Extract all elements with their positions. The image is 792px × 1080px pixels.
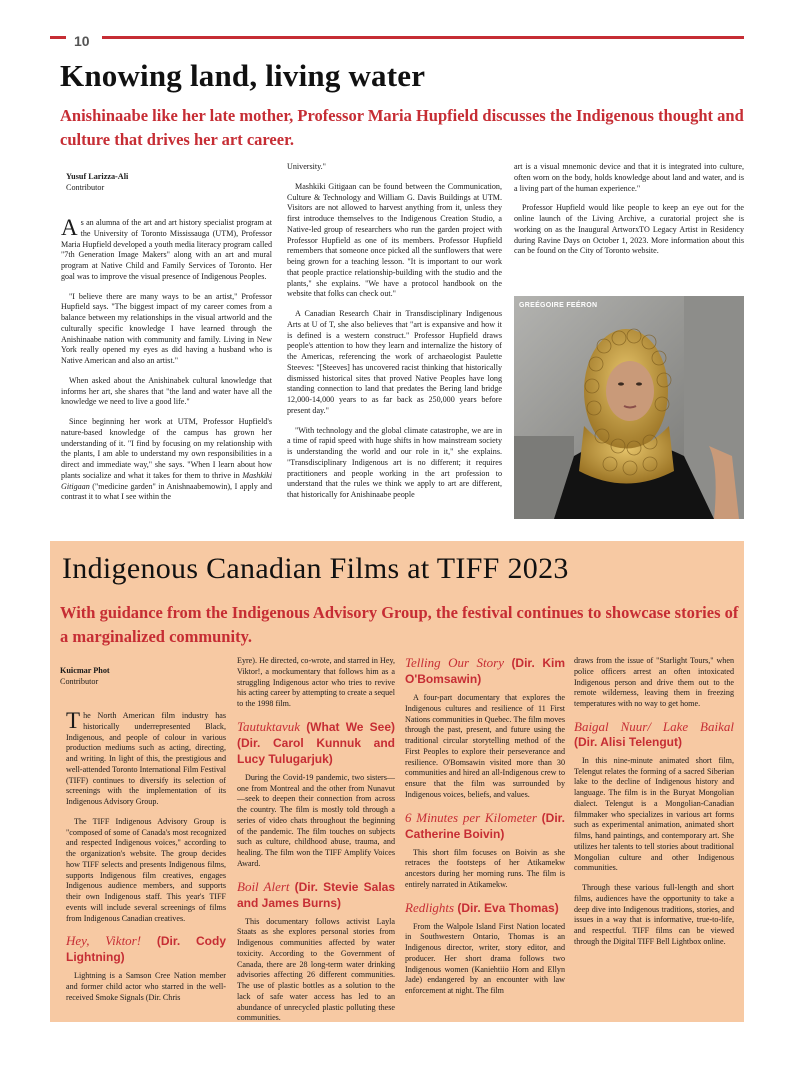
- artist-photo-illustration: [514, 296, 744, 519]
- article2-col2-p1: Eyre). He directed, co-wrote, and starred in Hey, Viktor!, a mockumentary that follows him as a struggling Indigenous actor who tries to revive his acting career by attempting to create a sequel to the 1998 film.: [237, 656, 395, 708]
- article2-col4-p2: In this nine-minute animated short film, Telengut relates the forming of a sacred Siberian lake to the decline of Indigenous history and language. The film is in the Buryat Mongolian dialect. Telengut is a Mongolian-Canadian filmmaker who specializes in various art forms such as experimental animation, animated short films, hand paintings, and contemporary art. She utilizes her talents to tell stories about traditional Mongolian culture and other Indigenous communities.: [574, 755, 734, 873]
- article1-col1-p1: s an alumna of the art and art history specialist program at the University of Toronto Mississauga (UTM), Professor Maria Hupfield developed a youth media literacy program called "7th Generation Image Makers" along with an art and mural program at Native Child and Family Services of Toronto. Her goal was to improve the visual presence of Indigenous Peoples.: [61, 218, 272, 281]
- article2-role: Contributor: [60, 677, 99, 686]
- film-heading-6-minutes: 6 Minutes per Kilometer (Dir. Catherine Boivin): [405, 809, 565, 841]
- article1-col2-p3: "With technology and the global climate catastrophe, we are in a time of rapid speed with huge shifts in how mainstream society is understanding the world and our role in it," she explains. "Transdisciplinary Indigenous art is no different; it requires practitioners and people working in the art profession to understand that the rules we think we apply to art are different, that historically for Anishinaabe people: [287, 425, 502, 499]
- article2-col2-p3: This documentary follows activist Layla Staats as she explores personal stories from Indigenous communities affected by water toxicity. According to the Government of Canada, there are 28 long-term water drinking advisories affecting 26 different communities. The use of plastic bottles as a solution to the lack of safe water access has led to an abundance of unrecycled plastic polluting these communities.: [237, 916, 395, 1023]
- article2-byline: [60, 665, 110, 687]
- article2-author: Kuicmar Phot: [60, 666, 110, 675]
- article1-col2-p2: A Canadian Research Chair in Transdisciplinary Indigenous Arts at U of T, she also believes that "art is expansive and how it is defined is a western construct." Professor Hupfield draws people's attention to how they learn and internalize the history of the Americas, referencing the work of archaeologist Paulette Steeves: "[Steeves] has uncovered racist thinking that historically dismissed historical sites that proved Native Peoples have long standing connection to land that predates the Bering land bridge 12,000-14,000 years to as far back as 250,000 years before present day.": [287, 309, 502, 415]
- film-heading-redlights: Redlights (Dir. Eva Thomas): [405, 899, 559, 915]
- article1-column-3: [514, 162, 744, 266]
- article1-col1-p2: "I believe there are many ways to be an artist," Professor Hupfield says. "The biggest impact of my career comes from a balance between my relationships in the visual artworld and the culturally specific knowledge I have learned through the Anishinaabe nation with community and family. Living in New York really opened my eyes as did having a husband who is Native American and also an artist.": [61, 291, 272, 365]
- article1-col2-p0: University.": [287, 162, 326, 171]
- page-bottom-margin: [50, 1022, 744, 1080]
- article1-title: Knowing land, living water: [60, 58, 426, 93]
- article2-col1-p1: he North American film industry has historically underrepresented Black, Indigenous, and people of colour in various production mediums such as acting, directing, and writing. In light of this, the prestigious and well-attended Toronto International Film Festival (TIFF) continues to diversify its selection of screenings with the implementation of its Indigenous Advisory Group.: [66, 711, 226, 806]
- article2-column-3: [405, 653, 565, 1006]
- article2-col3-p2: This short film focuses on Boivin as she retraces the footsteps of her Atikamekw ancestors during her morning runs. The film is entirely narrated in Atikamekw.: [405, 847, 565, 889]
- article2-col3-p3: From the Walpole Island First Nation located in Southwestern Ontario, Thomas is an Indigenous director, writer, story editor, and producer. Her short drama follows two Indigenous women (Kaniehtiio Horn and Ellyn Jade) endangered by an encounter with law enforcement at night. The film: [405, 921, 565, 995]
- page-number: 10: [74, 33, 90, 49]
- article1-col1-p4i: Mashkiki Gitigaan: [61, 470, 272, 491]
- photo-credit: GREÉGOIRE FEÉRON: [519, 302, 598, 309]
- article2-col4-p3: Through these various full-length and short films, audiences have the opportunity to take a deep dive into Indigenous traditions, stories, and issues in a way that is informative, true-to-life, and respectful. TIFF films can be viewed through the Digital TIFF Bell Lightbox online.: [574, 883, 734, 946]
- article2-col4-p1: draws from the issue of "Starlight Tours," when police officers arrest an often intoxicated Indigenous person and drive them out to the remote wilderness, leaving them in freezing temperatures with no way to get home.: [574, 656, 734, 708]
- film-heading-hey-viktor: Hey, Viktor! (Dir. Cody Lightning): [66, 933, 226, 965]
- film-heading-tautuktavuk: Tautuktavuk (What We See) (Dir. Carol Kunnuk and Lucy Tulugarjuk): [237, 718, 396, 766]
- article2-col3-p1: A four-part documentary that explores the Indigenous cultures and resilience of 11 First Nations communities in Quebec. The film moves through the past, present, and future using the traditional circular storytelling method of the First Peoples to explore their perseverance and resilience. O'Bomsawin visited more than 30 communities and hired an all-Indigenous crew to ensure that the film was surrounded by Indigenous voices, beliefs, and values.: [405, 693, 565, 799]
- top-rule: [50, 36, 744, 39]
- article2-col2-p2: During the Covid-19 pandemic, two sisters—one from Montreal and the other from Nunavut—seek to deepen their connection from across the country. The film is mostly told through a series of video chats throughout the beginning of the pandemic. The film touches on subjects such as culture, childhood abuse, trauma, and healing. The film won the TIFF Amplify Voices Award.: [237, 772, 395, 868]
- article1-col1-p4b: ("medicine garden" in Anishnaabemowin), I apply and contrast it to what I see within the: [61, 481, 272, 502]
- article1-byline: [66, 171, 128, 193]
- article1-col1-p3: When asked about the Anishinabek cultural knowledge that informs her art, she shares that "the land and water have all the knowledge we need to live a good life.": [61, 375, 272, 407]
- film-heading-baigal-nuur: Baigal Nuur/ Lake Baikal (Dir. Alisi Telengut): [574, 718, 734, 749]
- article2-col1-p2: The TIFF Indigenous Advisory Group is "composed of some of Canada's most recognized and respected Indigenous voices," according to the organization's website. The group decides how TIFF selects and presents Indigenous films, supports Indigenous film creatives, engages Indigenous audience members, and supports their own Indigenous staff. This year's TIFF events will include several screenings of films from Indigenous Canadian creatives.: [66, 816, 226, 923]
- article2-title: Indigenous Canadian Films at TIFF 2023: [62, 552, 569, 585]
- film-heading-boil-alert: Boil Alert (Dir. Stevie Salas and James Burns): [237, 878, 395, 910]
- article1-column-2: [287, 162, 502, 510]
- article1-role: Contributor: [66, 183, 105, 192]
- article1-column-1: [61, 215, 272, 512]
- article1-col3-p2: Professor Hupfield would like people to keep an eye out for the online launch of the Living Archive, a curatorial project she is working on as the Inaugural ArtworxTO Legacy Artist in Residency during Ravine Days on October 1, 2023. More information about this can be found on the City of Toronto website.: [514, 203, 744, 256]
- article2-column-1: [66, 708, 226, 1013]
- article2-subtitle: With guidance from the Indigenous Advisory Group, the festival continues to showcase stories of a marginalized community.: [60, 603, 739, 646]
- article2-dropcap: T: [66, 708, 81, 733]
- article2-column-2: [237, 656, 395, 1033]
- article1-subtitle: Anishinaabe like her late mother, Professor Maria Hupfield discusses the Indigenous thought and culture that drives her art career.: [60, 106, 744, 149]
- artist-photo: [514, 296, 744, 519]
- article1-dropcap: A: [61, 215, 78, 240]
- article1-col3-p1: art is a visual mnemonic device and that it is integrated into culture, often worn on the body, holds knowledge about land and water, and is a living part of the human experience.": [514, 162, 744, 193]
- article2-col1-p3: Lightning is a Samson Cree Nation member and former child actor who starred in the well-received Smoke Signals (Dir. Chris: [66, 971, 226, 1002]
- article1-col2-p1: Mashkiki Gitigaan can be found between the Communication, Culture & Technology and William G. Davis Buildings at UTM. Visitors are not allowed to harvest anything from it, unless they first introduce themselves to the Indigenous Creation Studio, a Native-led group of researchers who run the garden project with Professor Hupfield as one of its members. Professor Hupfield remembers that someone once picked all the sunflowers that were being grown for a teaching lesson. "It is important to our work that people practice relationship-building with the studio and the plants," she explains. "We have a protocol handbook on the website that folks can check out.": [287, 181, 502, 299]
- article1-col1-p4a: Since beginning her work at UTM, Professor Hupfield's nature-based knowledge of the campus has grown her understanding of it. "I find by focusing on my relationship with the plants, I am able to understand my own responsibilities in a direct and immediate way," she says. "When I learn about how plants socialize and what it takes for them to thrive in: [61, 417, 272, 480]
- article2-column-4: [574, 656, 734, 957]
- article1-author: Yusuf Larizza-Ali: [66, 172, 129, 181]
- film-heading-telling-our-story: Telling Our Story (Dir. Kim O'Bomsawin): [405, 655, 565, 686]
